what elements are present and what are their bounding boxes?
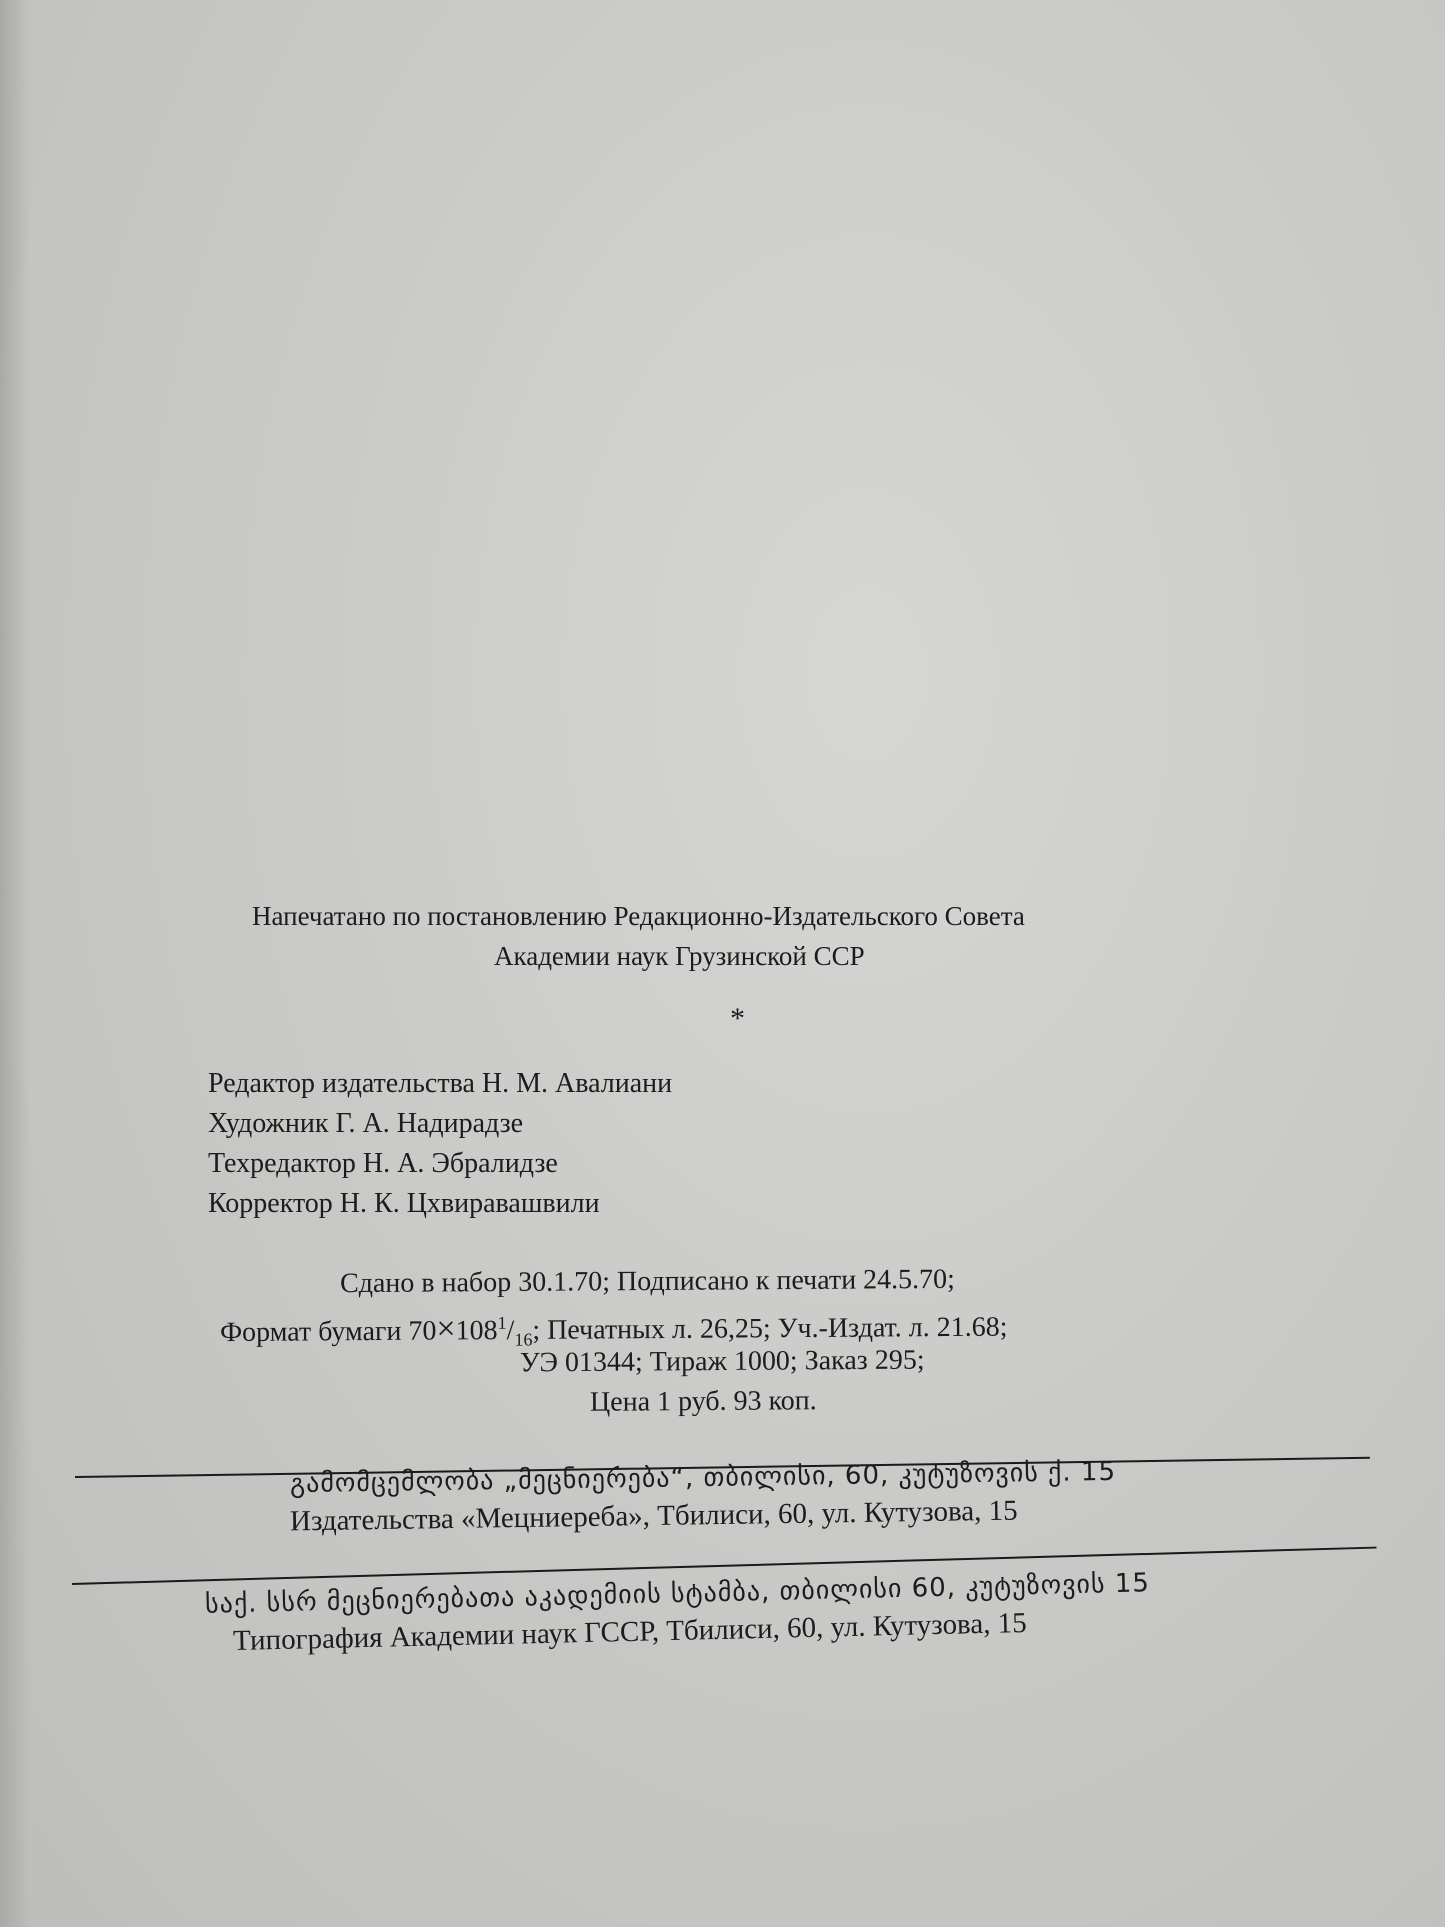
credit-tech-editor: Техредактор Н. А. Эбралидзе [208,1148,558,1179]
format-slash: / [506,1315,515,1347]
publisher-russian: Издательства «Мецниереба», Тбилиси, 60, ул. Кутузова, 15 [289,1494,1018,1538]
format-sup: 1 [497,1312,507,1333]
separator-asterisk: * [730,1002,745,1035]
format-rest: ; Печатных л. 26,25; Уч.-Издат. л. 21.68; [532,1311,1008,1346]
print-info-line-4: Цена 1 руб. 93 коп. [589,1385,817,1418]
publisher-georgian: გამომცემლობა „მეცნიერება“, თბილისი, 60, კუტუზოვის ქ. 15 [289,1456,1117,1500]
printer-russian: Типография Академии наук ГССР, Тбилиси, 60, ул. Кутузова, 15 [232,1607,1028,1657]
format-times: × [436,1310,456,1348]
page-edge-shadow [0,0,30,1927]
format-sub: 16 [514,1329,533,1350]
credit-editor: Редактор издательства Н. М. Авалиани [208,1068,673,1099]
council-line-1: Напечатано по постановлению Редакционно-Издательского Совета [252,901,1025,931]
format-size: 108 [455,1315,498,1347]
format-prefix: Формат бумаги 70 [219,1315,437,1349]
print-info-line-1: Сдано в набор 30.1.70; Подписано к печати 24.5.70; [339,1263,956,1300]
printer-georgian: საქ. სსრ მეცნიერებათა აკადემიის სტამბა, თბილისი 60, კუტუზოვის 15 [204,1568,1151,1620]
council-line-2: Академии наук Грузинской ССР [494,941,865,971]
print-info-line-3: УЭ 01344; Тираж 1000; Заказ 295; [519,1344,925,1379]
credit-proofreader: Корректор Н. К. Цхвиравашвили [208,1188,600,1219]
credit-artist: Художник Г. А. Надирадзе [208,1108,524,1139]
